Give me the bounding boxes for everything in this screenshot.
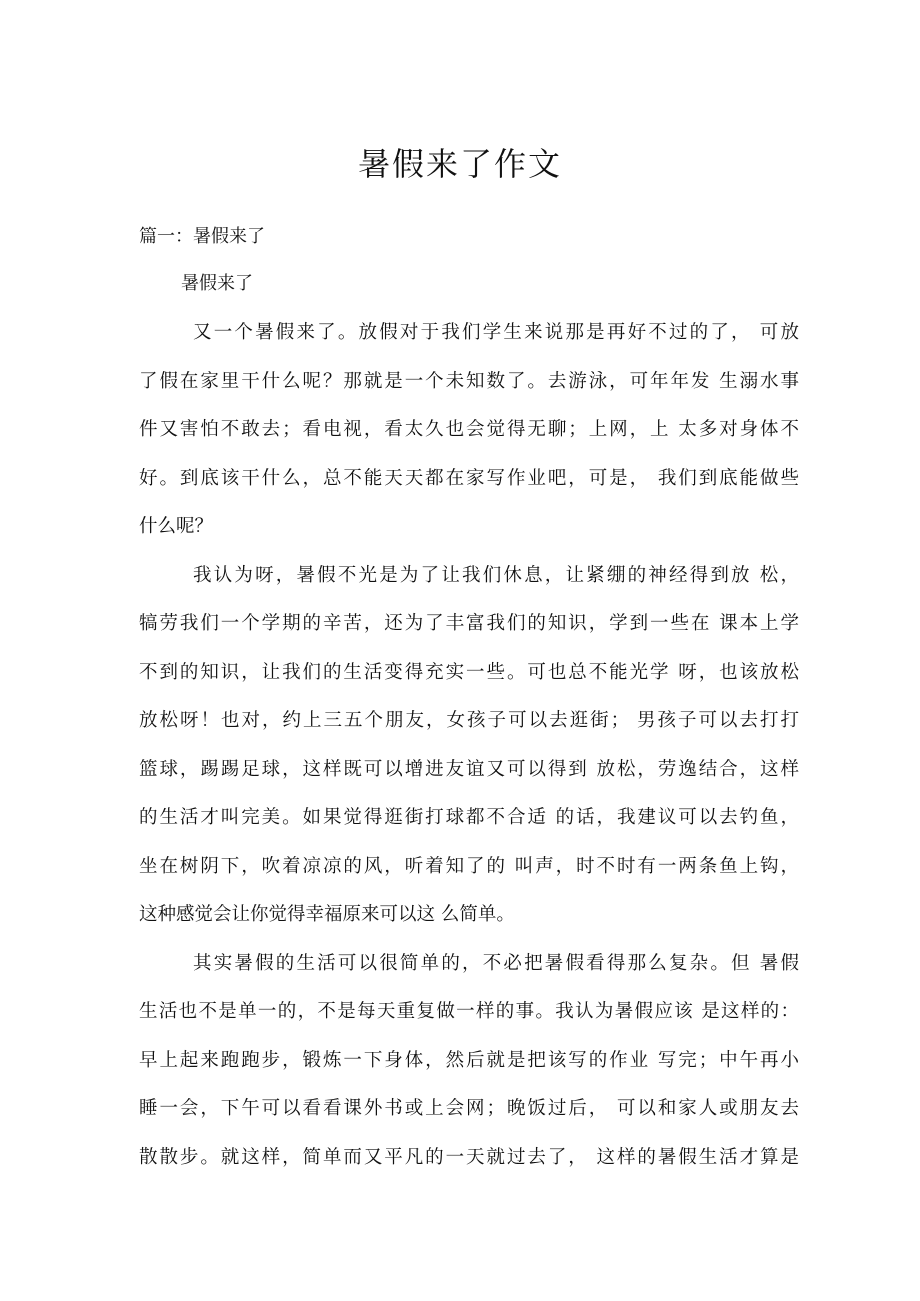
text-line: 篮球，踢踢足球，这样既可以增进友谊又可以得到 放松，劳逸结合，这样 bbox=[139, 758, 799, 780]
text-line: 好。到底该干什么，总不能天天都在家写作业吧，可是， 我们到底能做些 bbox=[139, 467, 799, 489]
essay-body bbox=[139, 320, 799, 1193]
text-line: 又一个暑假来了。放假对于我们学生来说那是再好不过的了， 可放 bbox=[193, 322, 799, 343]
text-line: 其实暑假的生活可以很简单的，不必把暑假看得那么复杂。但 暑假 bbox=[193, 952, 799, 974]
text-line: 这种感觉会让你觉得幸福原来可以这 么简单。 bbox=[139, 904, 515, 925]
text-line: 睡一会，下午可以看看课外书或上会网；晚饭过后， 可以和家人或朋友去 bbox=[139, 1098, 799, 1119]
text-line: 件又害怕不敢去；看电视，看太久也会觉得无聊；上网，上 太多对身体不 bbox=[139, 419, 799, 440]
text-line: 我认为呀，暑假不光是为了让我们休息，让紧绷的神经得到放 松， bbox=[193, 564, 799, 586]
text-line: 早上起来跑跑步，锻炼一下身体，然后就是把该写的作业 写完；中午再小 bbox=[139, 1049, 799, 1071]
text-line: 了假在家里干什么呢？那就是一个未知数了。去游泳，可年年发 生溺水事 bbox=[139, 370, 799, 392]
text-line: 不到的知识，让我们的生活变得充实一些。可也总不能光学 呀，也该放松 bbox=[139, 661, 799, 683]
text-line: 散散步。就这样，简单而又平凡的一天就过去了， 这样的暑假生活才算是 bbox=[139, 1146, 799, 1168]
text-line: 坐在树阴下，吹着凉凉的风，听着知了的 叫声，时不时有一两条鱼上钩， bbox=[139, 855, 799, 877]
document-title: 暑假来了作文 bbox=[357, 145, 562, 183]
text-line: 犒劳我们一个学期的辛苦，还为了丰富我们的知识，学到一些在 课本上学 bbox=[139, 613, 799, 634]
text-line: 生活也不是单一的，不是每天重复做一样的事。我认为暑假应该 是这样的： bbox=[139, 1001, 799, 1022]
text-line: 的生活才叫完美。如果觉得逛街打球都不合适 的话，我建议可以去钓鱼， bbox=[139, 807, 799, 828]
section-heading: 篇一：暑假来了 bbox=[139, 226, 265, 247]
text-line: 什么呢？ bbox=[139, 516, 214, 537]
text-line: 放松呀！也对，约上三五个朋友，女孩子可以去逛街； 男孩子可以去打打 bbox=[139, 710, 799, 731]
essay-subtitle: 暑假来了 bbox=[181, 273, 253, 294]
